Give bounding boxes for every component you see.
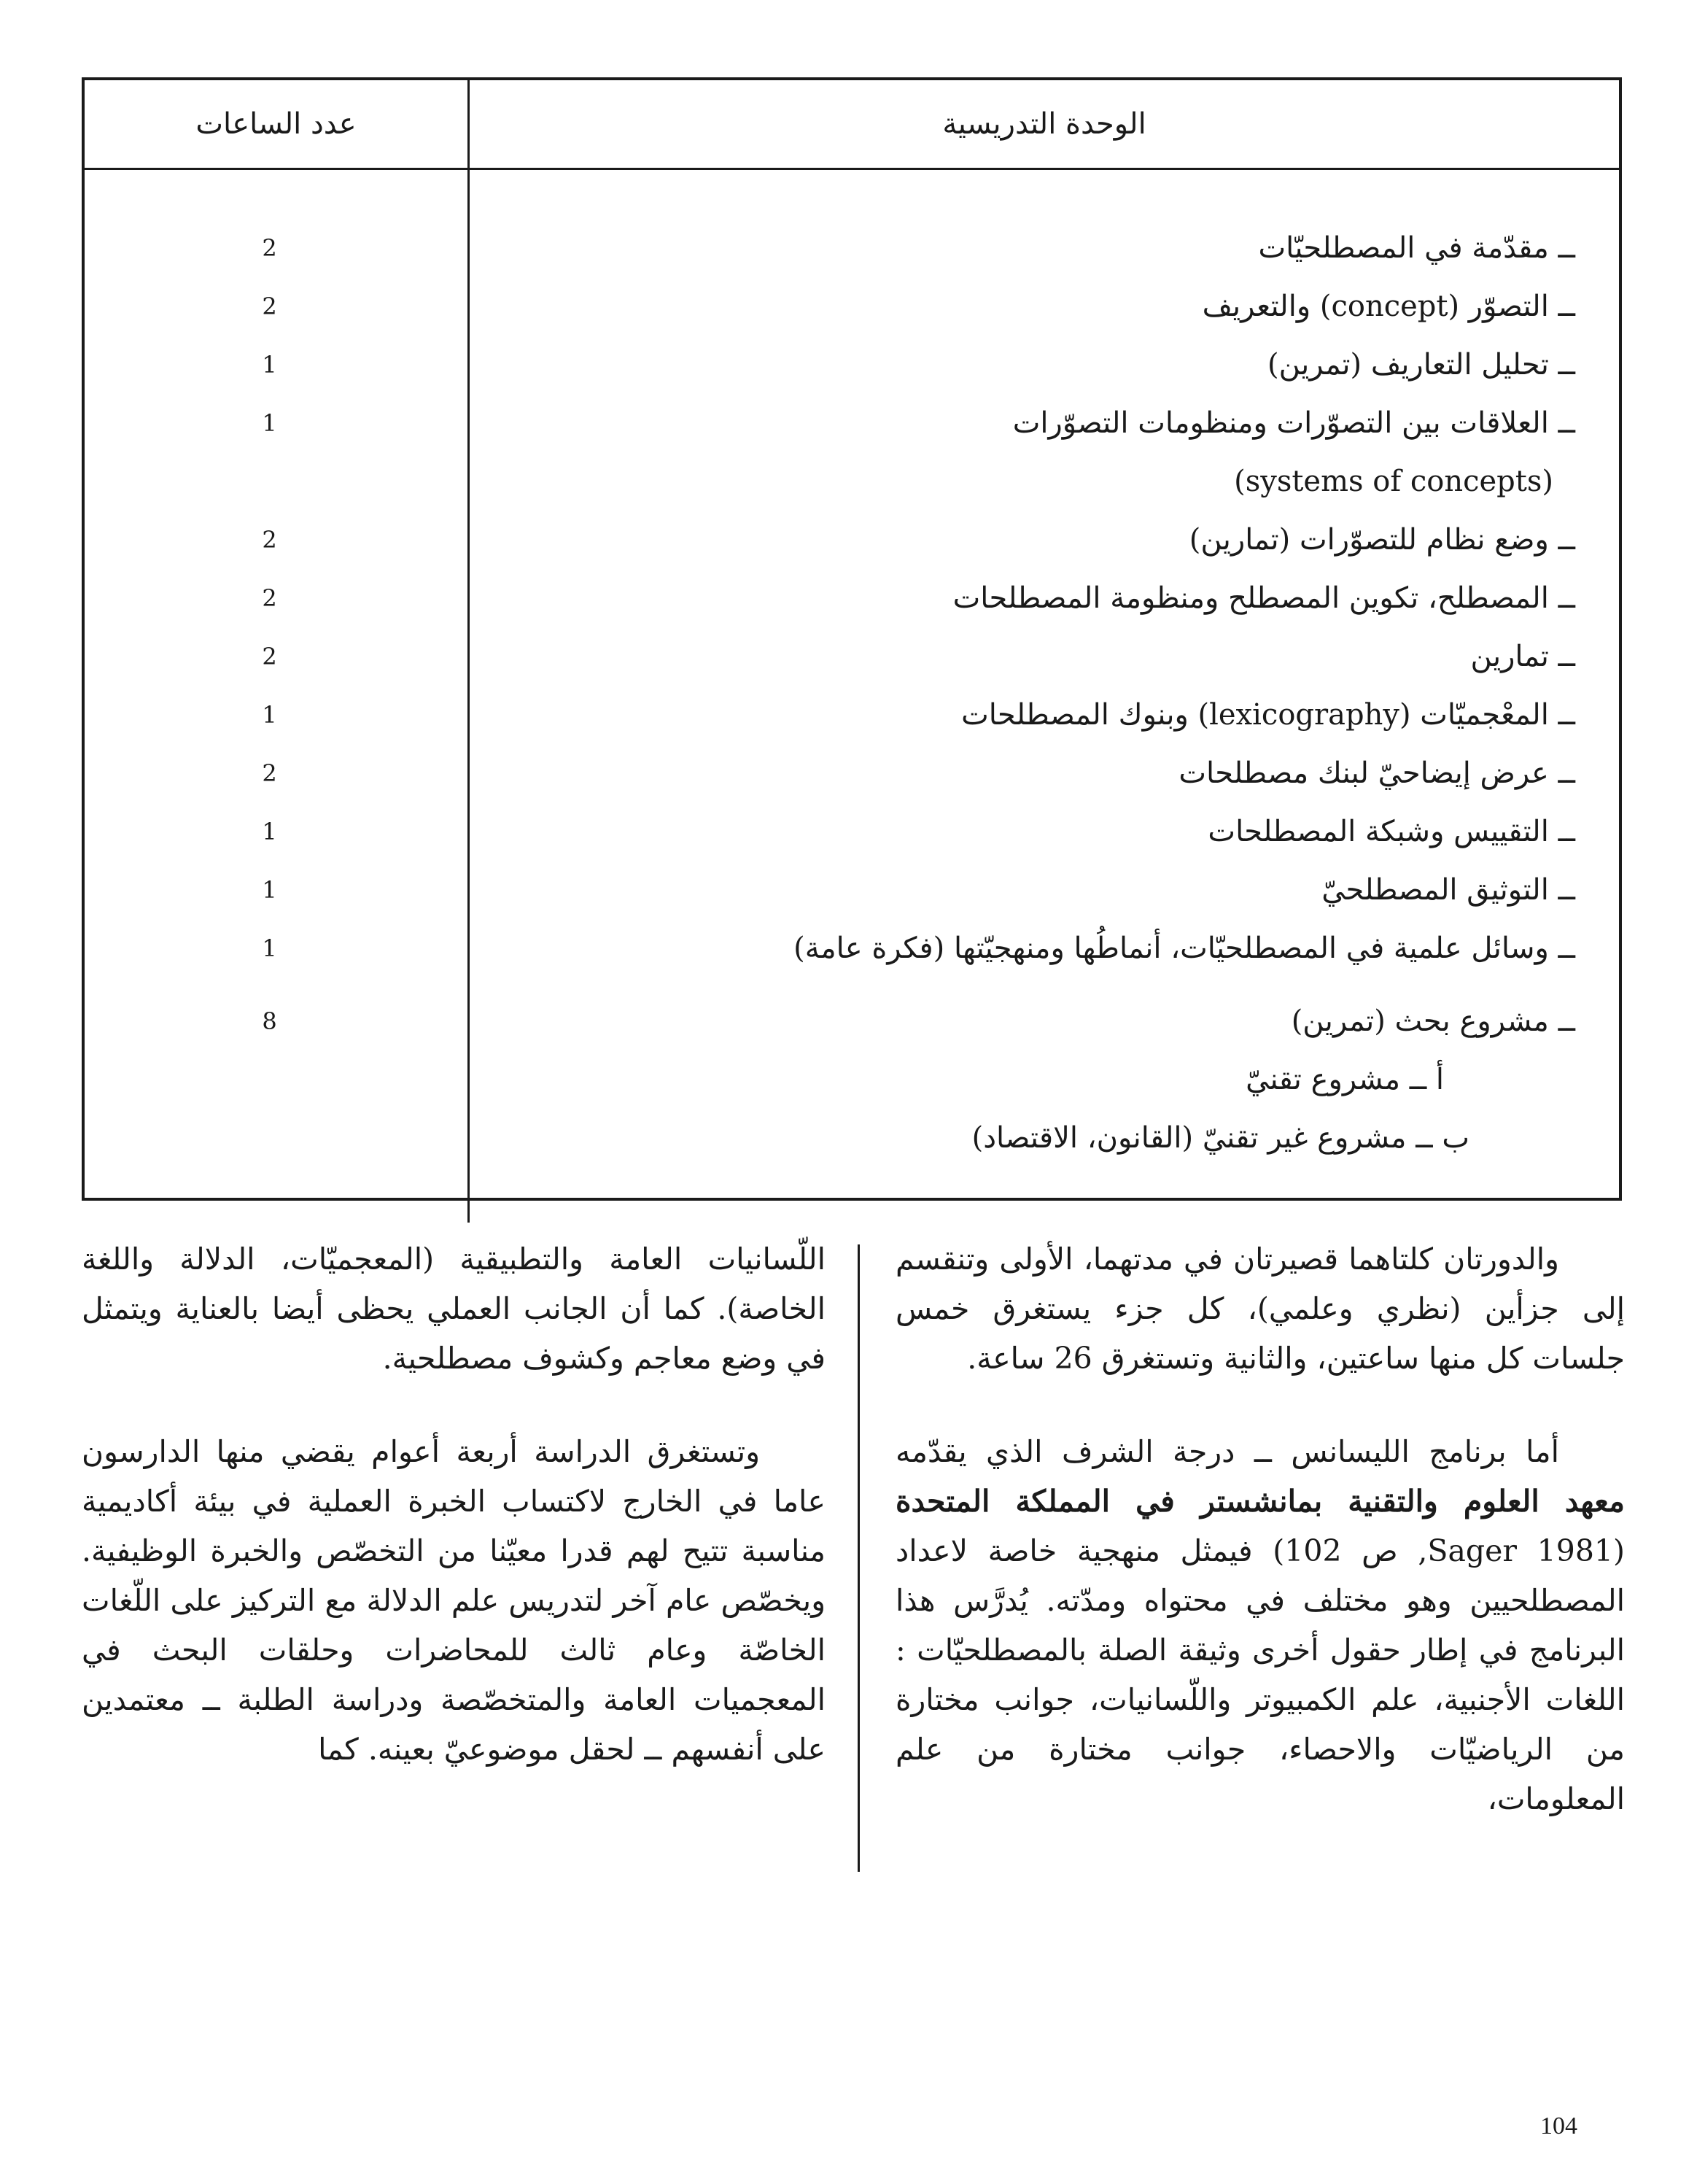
unit-cell: ــ التوثيق المصطلحيّ [1321,873,1575,907]
table-row [85,686,1619,744]
unit-subitem: ب ــ مشروع غير تقنيّ (القانون، الاقتصاد) [971,1121,1469,1155]
table-row [85,277,1619,336]
paragraph-text: أما برنامج الليسانس ــ درجة الشرف الذي يقدّمه [896,1434,1559,1469]
unit-cell: ــ وسائل علمية في المصطلحيّات، أنماطُها ومنهجيّتها (فكرة عامة) [793,932,1575,965]
table-row [85,744,1619,802]
hours-cell [85,1050,467,1109]
hours-cell [85,1109,467,1167]
hours-cell: 2 [262,526,277,554]
table-row [85,1050,1619,1109]
hours-cell: 2 [262,584,277,612]
table-row [85,627,1619,686]
header-hours: عدد الساعات [195,107,357,141]
paragraph-text: (Sager 1981, ص 102) فيمثل منهجية خاصة لاعداد المصطلحيين وهو مختلف في محتواه ومدّته. يُدرَّس هذا البرنامج في إطار حقول أخرى وثيقة الصلة بالمصطلحيّات : اللغات الأجنبية، علم الكمبيوتر واللّسانيات، جوانب مختارة من الرياضيّات والاحصاء، جوانب مختارة من علم المعلومات، [896,1533,1625,1816]
table-row [85,394,1619,452]
hours-cell: 2 [262,234,277,262]
unit-subitem: أ ــ مشروع تقنيّ [1246,1063,1444,1096]
table-row [85,802,1619,861]
header-divider [85,168,1619,170]
column-rule [858,1244,860,1872]
hours-cell: 1 [262,876,277,904]
hours-cell [85,452,467,511]
hours-cell: 2 [262,293,277,320]
table-row [85,336,1619,394]
unit-cell: ــ التصوّر (concept) والتعريف [1202,290,1575,323]
paragraph: والدورتان كلتاهما قصيرتان في مدتهما، الأولى وتنقسم إلى جزأين (نظري وعلمي)، كل جزء يستغرق خمس جلسات كل منها ساعتين، والثانية وتستغرق 26 ساعة. [896,1242,1625,1376]
page-number: 104 [1540,2113,1577,2140]
hours-cell: 8 [262,1007,277,1035]
left-text-column [82,1234,826,1818]
table-row [85,861,1619,919]
paragraph [896,1427,1625,1824]
table-row [85,919,1619,992]
hours-cell: 1 [262,701,277,729]
unit-cell: ــ وضع نظام للتصوّرات (تمارين) [1189,523,1575,557]
unit-cell: ــ تمارين [1470,640,1575,673]
table-row [85,569,1619,627]
table-row [85,452,1619,511]
table-row [85,511,1619,569]
table-row [85,219,1619,277]
table-row [85,992,1619,1050]
paragraph: اللّسانيات العامة والتطبيقية (المعجميّات، الدلالة واللغة الخاصة). كما أن الجانب العملي يحظى أيضا بالعناية ويتمثل في وضع معاجم وكشوف مصطلحية. [82,1242,826,1376]
hours-cell: 2 [262,643,277,670]
syllabus-table [82,77,1622,1201]
hours-cell: 1 [262,818,277,845]
paragraph: وتستغرق الدراسة أربعة أعوام يقضي منها الدارسون عاما في الخارج لاكتساب الخبرة العملية في بيئة أكاديمية مناسبة تتيح لهم قدرا معيّنا من التخصّص والخبرة الوظيفية. ويخصّص عام آخر لتدريس علم الدلالة مع التركيز على اللّغات الخاصّة وعام ثالث للمحاضرات وحلقات البحث في المعجميات العامة والمتخصّصة ودراسة الطلبة ــ معتمدين على أنفسهم ــ لحقل موضوعيّ بعينه. كما [82,1434,826,1767]
hours-cell: 1 [262,351,277,379]
table-body [85,219,1619,1167]
hours-cell: 1 [262,409,277,437]
unit-cell: ــ العلاقات بين التصوّرات ومنظومات التصوّرات [1012,406,1575,440]
unit-cell-continuation: (systems of concepts) [1234,465,1553,498]
unit-cell: ــ عرض إيضاحيّ لبنك مصطلحات [1178,756,1575,790]
unit-cell: ــ مقدّمة في المصطلحيّات [1258,231,1575,265]
table-row [85,1109,1619,1167]
right-text-column [896,1234,1625,1867]
unit-cell: ــ التقييس وشبكة المصطلحات [1208,815,1575,848]
unit-cell: ــ مشروع بحث (تمرين) [1291,1004,1575,1038]
unit-cell: ــ المعْجميّات (lexicography) وبنوك المصطلحات [961,698,1575,732]
institute-name: معهد العلوم والتقنية بمانشستر في المملكة المتحدة [896,1484,1625,1519]
unit-cell: ــ المصطلح، تكوين المصطلح ومنظومة المصطلحات [952,581,1575,615]
hours-cell: 1 [262,934,277,962]
hours-cell: 2 [262,759,277,787]
header-teaching-unit: الوحدة التدريسية [942,107,1146,141]
unit-cell: ــ تحليل التعاريف (تمرين) [1267,348,1575,382]
